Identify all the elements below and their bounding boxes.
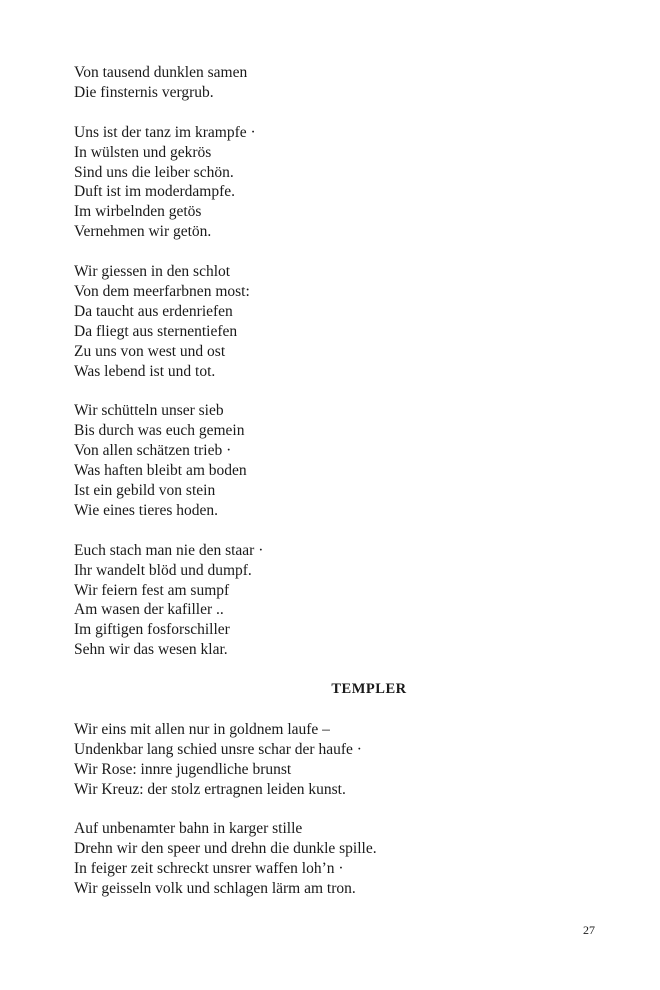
- verse-line: Von dem meerfarbnen most:: [74, 282, 250, 300]
- verse-line: In feiger zeit schreckt unsrer waffen loh’n ·: [74, 860, 344, 878]
- verse-line: Wir eins mit allen nur in goldnem laufe –: [74, 720, 330, 738]
- verse-line: Im giftigen fosforschiller: [74, 621, 230, 639]
- verse-line: Bis durch was euch gemein: [74, 422, 245, 440]
- stanza: [74, 63, 614, 103]
- poem-continued: [74, 63, 614, 660]
- stanza: [74, 123, 614, 242]
- page-number: 27: [583, 923, 595, 937]
- stanza: [74, 720, 614, 800]
- verse-line: Im wirbelnden getös: [74, 203, 202, 221]
- stanza: [74, 401, 614, 520]
- text-block: [74, 63, 614, 919]
- verse-line: Undenkbar lang schied unsre schar der haufe ·: [74, 740, 362, 758]
- verse-line: Was lebend ist und tot.: [74, 362, 216, 380]
- verse-line: Euch stach man nie den staar ·: [74, 541, 264, 559]
- stanza: [74, 819, 614, 899]
- verse-line: Ihr wandelt blöd und dumpf.: [74, 561, 252, 579]
- verse-line: Von allen schätzen trieb ·: [74, 442, 232, 460]
- verse-line: Drehn wir den speer und drehn die dunkle spille.: [74, 840, 377, 858]
- verse-line: Duft ist im moderdampfe.: [74, 183, 235, 201]
- verse-line: Sehn wir das wesen klar.: [74, 641, 228, 659]
- verse-line: Wir Kreuz: der stolz ertragnen leiden kunst.: [74, 780, 346, 798]
- poem-title: TEMPLER: [331, 681, 407, 698]
- verse-line: Am wasen der kafiller ..: [74, 601, 224, 619]
- stanza: [74, 541, 614, 660]
- verse-line: Ist ein gebild von stein: [74, 481, 216, 499]
- verse-line: Von tausend dunklen samen: [74, 64, 248, 81]
- verse-line: Sind uns die leiber schön.: [74, 163, 234, 181]
- verse-line: Die finsternis vergrub.: [74, 83, 214, 101]
- verse-line: In wülsten und gekrös: [74, 143, 212, 161]
- verse-line: Uns ist der tanz im krampfe ·: [74, 123, 256, 141]
- poem-templer: [74, 720, 614, 899]
- verse-line: Wir feiern fest am sumpf: [74, 581, 230, 599]
- verse-line: Da taucht aus erdenriefen: [74, 302, 233, 320]
- verse-line: Wir geisseln volk und schlagen lärm am tron.: [74, 880, 356, 898]
- verse-line: Wie eines tieres hoden.: [74, 501, 218, 519]
- verse-line: Vernehmen wir getön.: [74, 223, 212, 241]
- verse-line: Wir giessen in den schlot: [74, 263, 231, 281]
- verse-line: Da fliegt aus sternentiefen: [74, 322, 238, 340]
- verse-line: Zu uns von west und ost: [74, 342, 226, 360]
- verse-line: Wir schütteln unser sieb: [74, 402, 224, 420]
- verse-line: Auf unbenamter bahn in karger stille: [74, 820, 303, 838]
- verse-line: Was haften bleibt am boden: [74, 462, 247, 480]
- stanza: [74, 262, 614, 381]
- verse-line: Wir Rose: innre jugendliche brunst: [74, 760, 292, 778]
